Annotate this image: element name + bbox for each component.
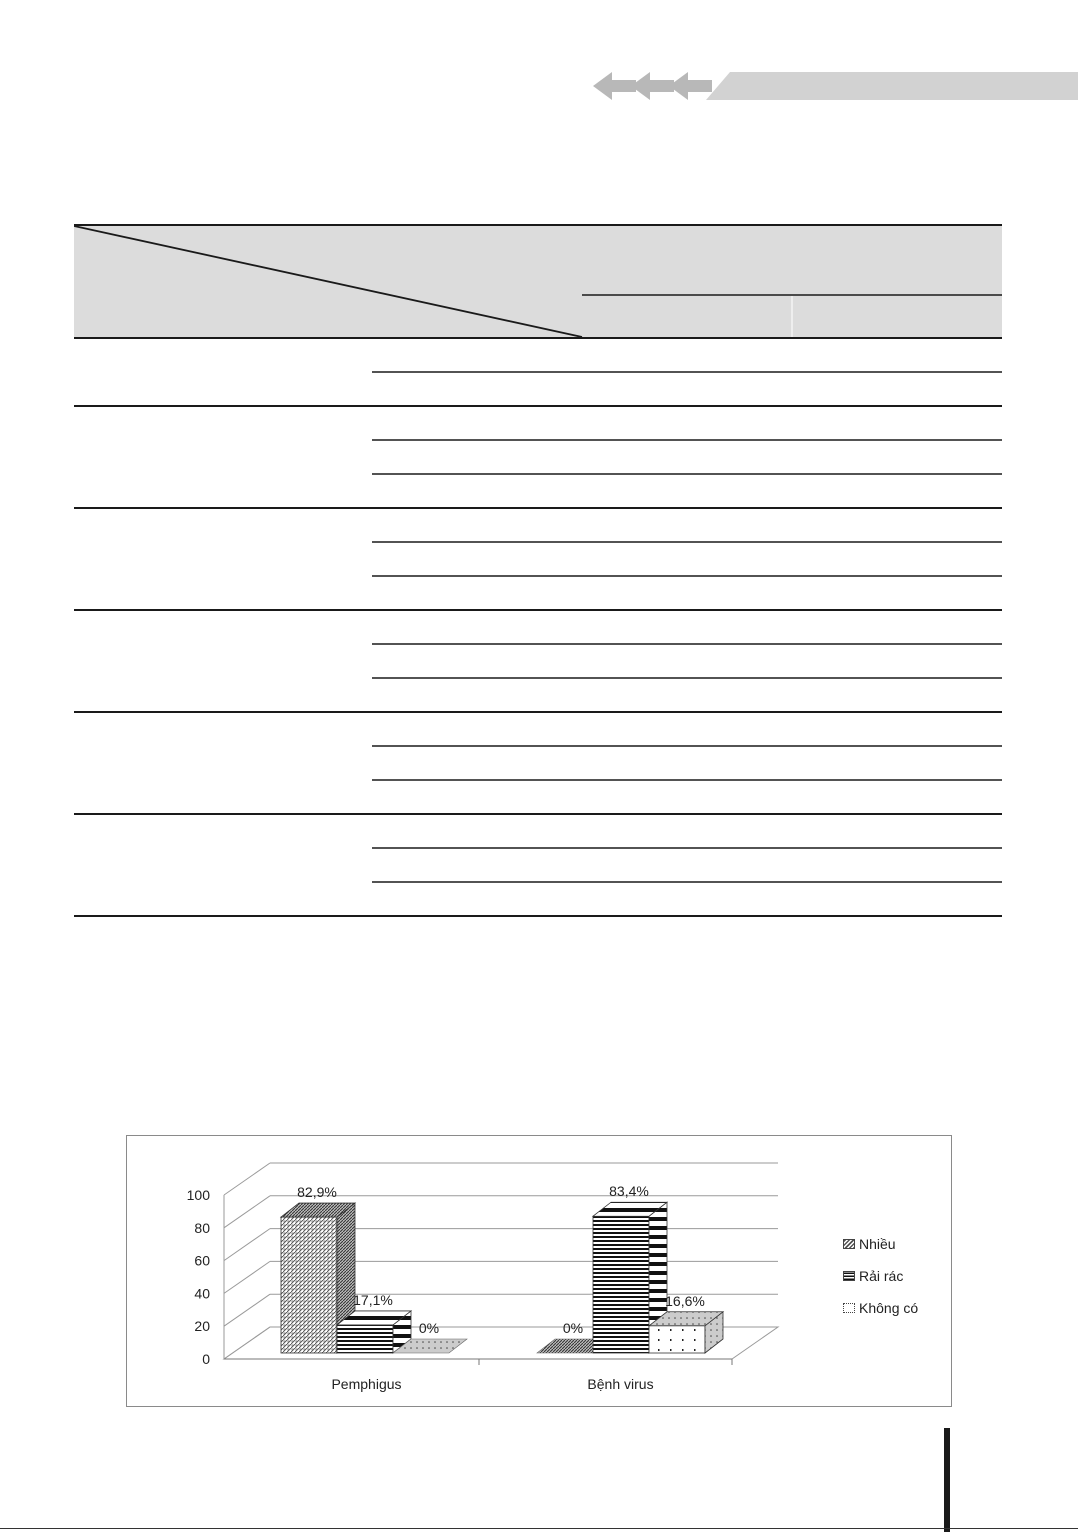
- gridline-depth: [224, 1229, 270, 1261]
- data-label: 16,6%: [665, 1292, 705, 1309]
- legend-label: Không có: [859, 1300, 919, 1316]
- data-label: 0%: [418, 1320, 440, 1336]
- gridline-depth: [224, 1294, 270, 1326]
- page-edge-bar: [944, 1428, 950, 1532]
- data-table: [74, 224, 1002, 924]
- y-tick-label: 60: [194, 1252, 210, 1269]
- chart-frame: [126, 1135, 952, 1407]
- legend-item: [843, 1260, 918, 1292]
- y-tick-label: 40: [194, 1285, 210, 1302]
- data-label: 17,1%: [353, 1291, 393, 1308]
- legend-item: [843, 1228, 918, 1260]
- data-label: 0%: [562, 1320, 584, 1336]
- table-header: [74, 224, 1002, 338]
- x-tick-label: Bệnh virus: [587, 1376, 654, 1392]
- data-label: 83,4%: [609, 1183, 649, 1200]
- arrow-left-icon: [631, 72, 674, 100]
- chart-legend: [843, 1228, 918, 1324]
- legend-label: Nhiều: [859, 1236, 896, 1252]
- bar-front: [281, 1217, 337, 1353]
- y-tick-label: 100: [186, 1187, 210, 1203]
- bar-chart: [127, 1136, 947, 1404]
- gridline-depth: [224, 1163, 270, 1195]
- legend-item: [843, 1292, 918, 1324]
- y-tick-label: 0: [202, 1351, 210, 1367]
- banner-bar: [706, 72, 1078, 100]
- legend-label: Rải rác: [859, 1268, 904, 1284]
- legend-swatch: [843, 1303, 855, 1313]
- gridline-depth: [224, 1196, 270, 1228]
- x-tick-label: Pemphigus: [331, 1376, 402, 1392]
- y-tick-label: 20: [194, 1318, 210, 1335]
- bar-front: [337, 1325, 393, 1353]
- bar-front: [649, 1326, 705, 1353]
- gridline-depth: [224, 1261, 270, 1293]
- data-label: 82,9%: [297, 1184, 337, 1201]
- bar: [337, 1311, 411, 1353]
- arrow-left-icon: [593, 72, 636, 100]
- y-tick-label: 80: [194, 1219, 210, 1236]
- legend-swatch: [843, 1239, 855, 1249]
- page-bottom-rule: [0, 1528, 1078, 1529]
- bar-front: [593, 1216, 649, 1353]
- bar: [649, 1312, 723, 1353]
- table-body: [74, 372, 1002, 916]
- header-banner: [0, 0, 1078, 130]
- chart-plot: [187, 1163, 778, 1392]
- arrow-left-icon: [669, 72, 712, 100]
- legend-swatch: [843, 1271, 855, 1281]
